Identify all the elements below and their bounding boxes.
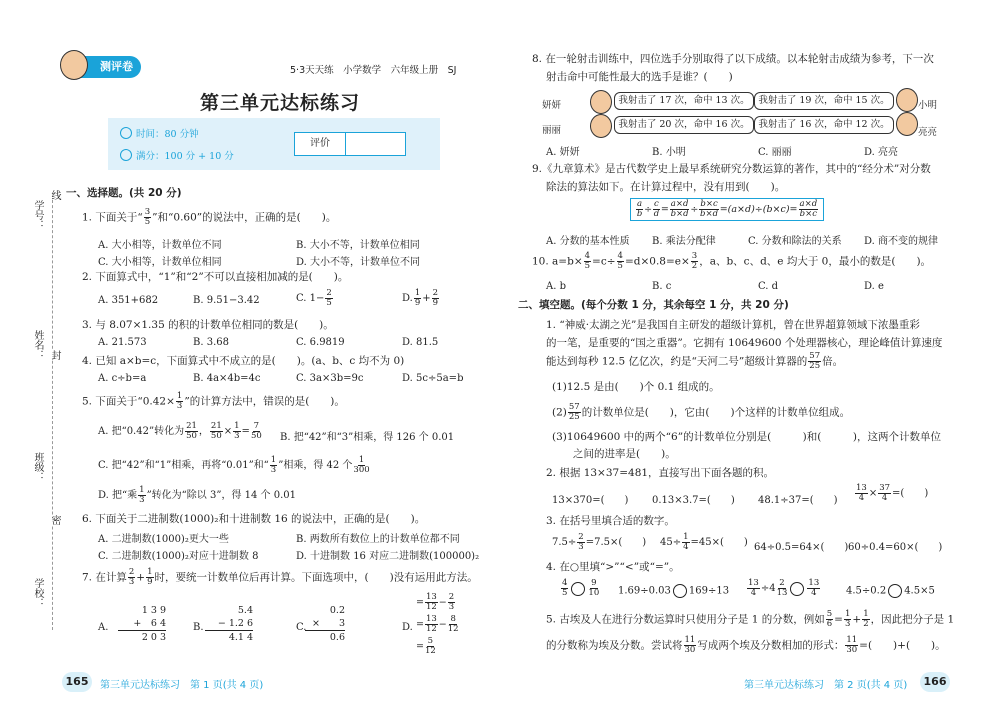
clock-icon xyxy=(120,127,132,139)
question-8-line-1: 8. 在一轮射击训练中，四位选手分别取得了以下成绩。以本轮射击成绩为参考，下一次 xyxy=(532,53,934,65)
q1-option-d[interactable]: D. 大小不等，计数单位不同 xyxy=(296,257,421,268)
q7-option-a-label[interactable]: A. xyxy=(98,622,109,633)
q6-option-b[interactable]: B. 两数所有数位上的计数单位都不同 xyxy=(296,534,460,545)
fill-4-a[interactable]: $\frac{4}{5}$ $\frac{9}{10}$ xyxy=(562,578,600,598)
binding-mark-1: 线 xyxy=(49,190,60,200)
footer-left: 第三单元达标练习 第 1 页(共 4 页) xyxy=(100,680,264,691)
question-2: 2. 下面算式中，“1”和“2”不可以直接相加减的是( )。 xyxy=(82,271,349,283)
boy-avatar-icon xyxy=(896,88,918,112)
q10-option-a[interactable]: A. b xyxy=(546,281,566,292)
q8-name-liangliang: 亮亮 xyxy=(918,127,938,138)
q9-option-c[interactable]: C. 分数和除法的关系 xyxy=(748,236,842,247)
section-2-heading: 二、填空题。(每个分数 1 分，其余每空 1 分，共 20 分) xyxy=(518,299,789,311)
q7-option-d-label[interactable]: D. xyxy=(402,622,413,633)
q9-formula: $\frac{a}{b}$ ÷ $\frac{c}{d}$ = $\frac{a\times d}{b\times d}$ ÷ $\frac{b\times c}{b\times d}$ =(a×d)÷(b×c)= $\frac{a\times d}{b\times c}$ xyxy=(630,198,824,221)
question-9-line-1: 9.《九章算术》是古代数学史上最早系统研究分数运算的著作，其中的“经分术”对分数 xyxy=(532,163,931,175)
check-icon xyxy=(120,149,132,161)
fill-4-b[interactable]: 1.69÷0.03 169÷13 xyxy=(618,585,730,597)
q10-option-d[interactable]: D. e xyxy=(864,281,884,292)
eval-box xyxy=(294,132,406,156)
q1-option-a[interactable]: A. 大小相等，计数单位不同 xyxy=(98,240,222,251)
time-label: 时间：80 分钟 xyxy=(136,129,199,140)
q2-option-c[interactable]: C. 1− $\frac{2}{5}$ xyxy=(296,288,332,308)
fill-4: 4. 在○里填“>”“<”或“=”。 xyxy=(546,561,680,573)
binding-class: 班级： xyxy=(32,452,43,482)
q2-option-a[interactable]: A. 351+682 xyxy=(98,295,159,306)
page-title: 第三单元达标练习 xyxy=(200,92,361,114)
q6-option-d[interactable]: D. 十进制数 16 对应二进制数(100000)₂ xyxy=(296,551,480,562)
q3-option-c[interactable]: C. 6.9819 xyxy=(296,337,345,348)
fill-2-c[interactable]: 48.1÷37=( ) xyxy=(758,495,838,506)
binding-mark-3: 密 xyxy=(49,515,60,525)
q8-option-b[interactable]: B. 小明 xyxy=(652,147,686,158)
q7-option-d-calc: = $\frac{13}{12}$ − $\frac{2}{3}$ = $\frac{13}{12}$ − $\frac{8}{12}$ = $\frac{5}{12}$ xyxy=(416,592,459,656)
mascot-icon xyxy=(60,50,88,80)
q7-option-a-calc: 1 3 9 + 6 4 2 0 3 xyxy=(118,604,166,644)
fill-1-sub-1[interactable]: (1)12.5 是由( )个 0.1 组成的。 xyxy=(552,381,720,393)
binding-line xyxy=(52,190,53,630)
q3-option-a[interactable]: A. 21.573 xyxy=(98,337,147,348)
q9-option-d[interactable]: D. 商不变的规律 xyxy=(864,236,939,247)
q9-option-a[interactable]: A. 分数的基本性质 xyxy=(546,236,630,247)
eval-label: 评价 xyxy=(295,133,346,155)
question-9-line-2: 除法的算法如下。在计算过程中，没有用到( )。 xyxy=(546,181,786,193)
fill-2: 2. 根据 13×37=481，直接写出下面各题的积。 xyxy=(546,467,775,479)
fill-2-a[interactable]: 13×370=( ) xyxy=(552,495,629,506)
fill-1-sub-3-line-1[interactable]: (3)10649600 中的两个“6”的计数单位分别是( )和( )，这两个计数单位 xyxy=(552,431,941,443)
q3-option-b[interactable]: B. 3.68 xyxy=(193,337,229,348)
page-number-left: 165 xyxy=(62,672,92,692)
q6-option-c[interactable]: C. 二进制数(1000)₂对应十进制数 8 xyxy=(98,551,259,562)
question-7: 7. 在计算 $\frac{2}{3}$ + $\frac{1}{9}$ 时，要统一计数单位后再计算。下面选项中，( )没有运用此方法。 xyxy=(82,567,478,587)
fill-4-d[interactable]: 4.5÷0.2 4.5×5 xyxy=(846,585,935,597)
question-3: 3. 与 8.07×1.35 的积的计数单位相同的数是( )。 xyxy=(82,319,334,331)
compare-circle-icon[interactable] xyxy=(571,582,585,596)
fill-3-c[interactable]: 64÷0.5=64×( ) xyxy=(754,542,849,553)
q8-bubble-yanyan: 我射击了 17 次，命中 13 次。 xyxy=(614,92,754,110)
fill-3: 3. 在括号里填合适的数字。 xyxy=(546,515,675,527)
q10-option-b[interactable]: B. c xyxy=(652,281,672,292)
section-1-heading: 一、选择题。(共 20 分) xyxy=(66,187,182,199)
q4-option-b[interactable]: B. 4a×4b=4c xyxy=(193,373,261,384)
info-panel xyxy=(108,118,440,170)
compare-circle-icon[interactable] xyxy=(673,584,687,598)
compare-circle-icon[interactable] xyxy=(888,584,902,598)
boy-avatar-icon xyxy=(896,112,918,136)
girl-avatar-icon xyxy=(590,114,612,138)
q8-bubble-liangliang: 我射击了 16 次，命中 12 次。 xyxy=(754,116,894,134)
fill-1-sub-2[interactable]: (2) $\frac{57}{25}$ 的计数单位是( )，它由( )个这样的计数单位组成。 xyxy=(552,402,851,422)
q8-option-c[interactable]: C. 丽丽 xyxy=(758,147,792,158)
question-4: 4. 已知 a×b=c，下面算式中不成立的是( )。(a、b、c 均不为 0) xyxy=(82,355,405,367)
fill-1-line-1: 1. “神威·太湖之光”是我国自主研发的超级计算机，曾在世界超算领域下浓墨重彩 xyxy=(546,319,920,331)
q8-bubble-xiaoming: 我射击了 19 次，命中 15 次。 xyxy=(754,92,894,110)
page-number-right: 166 xyxy=(920,672,950,692)
fill-2-b[interactable]: 0.13×3.7=( ) xyxy=(652,495,735,506)
question-1: 1. 下面关于“ $\frac{3}{5}$ ”和“0.60”的说法中，正确的是( )。 xyxy=(82,207,337,227)
fill-4-c[interactable]: $\frac{13}{4}$ ÷4 $\frac{2}{13}$ $\frac{13}{4}$ xyxy=(748,578,820,598)
q7-option-c-label[interactable]: C. xyxy=(296,622,307,633)
q7-option-c-calc: 0.2 × 3 0.6 xyxy=(305,604,345,644)
binding-mark-2: 封 xyxy=(49,350,60,360)
q4-option-d[interactable]: D. 5c÷5a=b xyxy=(402,373,464,384)
q4-option-a[interactable]: A. c÷b=a xyxy=(98,373,147,384)
score-label: 满分：100 分 + 10 分 xyxy=(136,151,234,162)
fill-5-line-1: 5. 古埃及人在进行分数运算时只使用分子是 1 的分数，例如 $\frac{5}{6}$ = $\frac{1}{3}$ + $\frac{1}{2}$ ，因此把分子是 1 xyxy=(546,609,955,629)
question-10: 10. a=b× $\frac{4}{5}$ =c÷ $\frac{4}{5}$ =d×0.8=e× $\frac{3}{2}$ ，a、b、c、d、e 均大于 0，最小的数是( )。 xyxy=(532,251,932,271)
binding-school: 学校： xyxy=(32,578,43,608)
fill-1-line-2: 的一笔，是重要的“国之重器”。它拥有 10649600 个处理器核心，理论峰值计算速度 xyxy=(546,337,943,349)
fill-1-sub-3-line-2[interactable]: 之间的进率是( )。 xyxy=(573,448,676,460)
footer-right: 第三单元达标练习 第 2 页(共 4 页) xyxy=(744,680,908,691)
q1-option-b[interactable]: B. 大小不等，计数单位相同 xyxy=(296,240,420,251)
q7-option-b-label[interactable]: B. xyxy=(193,622,204,633)
q2-option-b[interactable]: B. 9.51−3.42 xyxy=(193,295,260,306)
fill-2-d[interactable]: $\frac{13}{4}$ × $\frac{37}{4}$ =( ) xyxy=(856,483,929,503)
fill-3-d[interactable]: 60÷0.4=60×( ) xyxy=(848,542,943,553)
binding-name: 姓名： xyxy=(32,330,43,360)
q6-option-a[interactable]: A. 二进制数(1000)₂更大一些 xyxy=(98,534,229,545)
q5-option-b[interactable]: B. 把“42”和“3”相乘，得 126 个 0.01 xyxy=(280,432,455,443)
binding-student-no: 学号： xyxy=(32,200,43,230)
q7-option-b-calc: 5.4 − 1.2 6 4.1 4 xyxy=(205,604,253,644)
q8-option-a[interactable]: A. 妍妍 xyxy=(546,147,580,158)
q3-option-d[interactable]: D. 81.5 xyxy=(402,337,439,348)
q8-option-d[interactable]: D. 亮亮 xyxy=(864,147,899,158)
q5-option-d[interactable]: D. 把“乘 $\frac{1}{3}$ ”转化为“除以 3”，得 14 个 0.01 xyxy=(98,485,296,505)
compare-circle-icon[interactable] xyxy=(790,582,804,596)
q1-option-c[interactable]: C. 大小相等，计数单位相同 xyxy=(98,257,222,268)
question-8-line-2: 射击命中可能性最大的选手是谁？( ) xyxy=(546,71,733,83)
q8-name-xiaoming: 小明 xyxy=(918,100,938,111)
q4-option-c[interactable]: C. 3a×3b=9c xyxy=(296,373,364,384)
q5-option-a[interactable]: A. 把“0.42”转化为 $\frac{21}{50}$ ， $\frac{21}{50}$ × $\frac{1}{3}$ = $\frac{7}{50}$ xyxy=(98,421,262,441)
q5-option-c[interactable]: C. 把“42”和“1”相乘，再将“0.01”和“ $\frac{1}{3}$ ”相乘，得 42 个 $\frac{1}{300}$ xyxy=(98,455,370,475)
q9-option-b[interactable]: B. 乘法分配律 xyxy=(652,236,716,247)
q2-option-d[interactable]: D. $\frac{1}{9}$ + $\frac{2}{9}$ xyxy=(402,288,439,308)
fill-3-a[interactable]: 7.5÷ $\frac{2}{3}$ =7.5×( ) xyxy=(552,532,647,552)
series-label: 5·3天天练 小学数学 六年级上册 SJ xyxy=(290,65,457,76)
q10-option-c[interactable]: C. d xyxy=(758,281,779,292)
q8-bubble-lili: 我射击了 20 次，命中 16 次。 xyxy=(614,116,754,134)
fill-3-b[interactable]: 45÷ $\frac{1}{4}$ =45×( ) xyxy=(660,532,748,552)
fill-1-line-3: 能达到每秒 12.5 亿亿次，约是“天河二号”超级计算器的 $\frac{57}{25}$ 倍。 xyxy=(546,351,844,371)
question-5: 5. 下面关于“0.42× $\frac{1}{3}$ ”的计算方法中，错误的是( )。 xyxy=(82,391,345,411)
girl-avatar-icon xyxy=(590,90,612,114)
fill-5-line-2[interactable]: 的分数称为埃及分数。尝试将 $\frac{11}{30}$ 写成两个埃及分数相加的形式： $\frac{11}{30}$ =( )+( )。 xyxy=(546,635,946,655)
q8-name-yanyan: 妍妍 xyxy=(542,100,562,111)
q8-name-lili: 丽丽 xyxy=(542,125,562,136)
question-6: 6. 下面关于二进制数(1000)₂和十进制数 16 的说法中，正确的是( )。 xyxy=(82,513,426,525)
test-badge: 测评卷 xyxy=(63,56,141,78)
